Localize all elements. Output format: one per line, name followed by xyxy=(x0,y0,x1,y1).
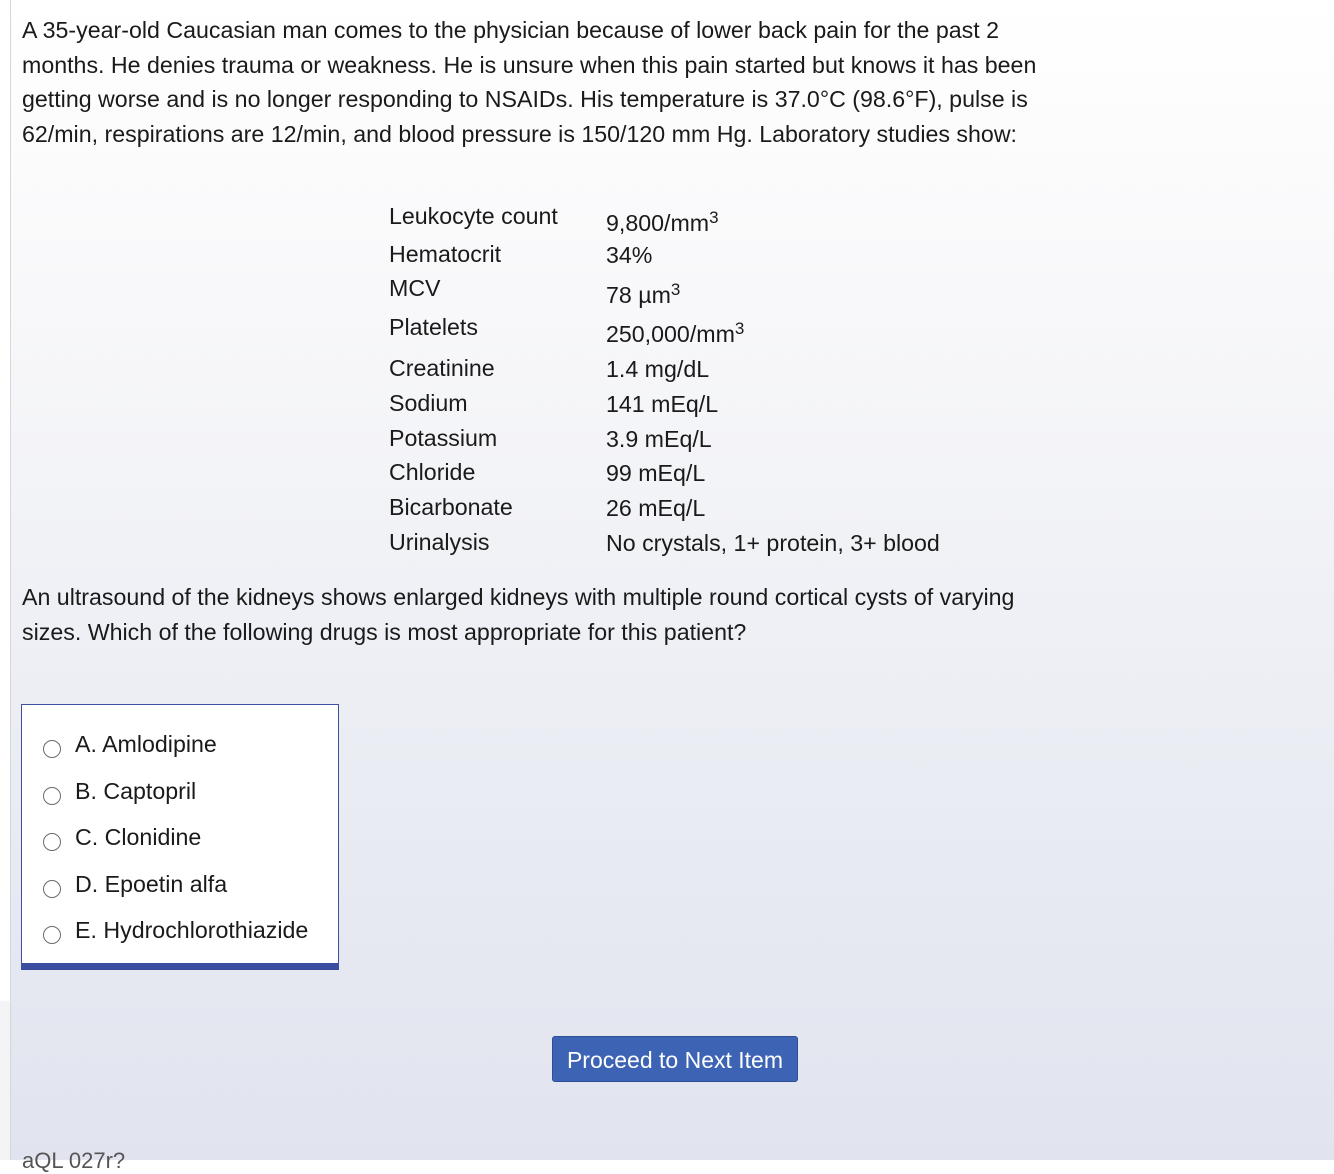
lab-value: 26 mEq/L xyxy=(606,495,706,521)
lab-value: 34% xyxy=(606,242,653,268)
lab-value: $9,800/mm^3$ xyxy=(606,208,719,236)
question-vignette: A 35-year-old Caucasian man comes to the physician because of lower back pain for the past 2 months. He denies trauma or weakness. He is unsure when this pain started but knows it has been getting worse and is no longer responding to NSAIDs. His temperature is 37.0°C (98.6°F), pulse is 62/min, respirations are 12/min, and blood pressure is 150/120 mm Hg. Laboratory studies show: xyxy=(22,17,1037,147)
lab-name: Urinalysis xyxy=(389,529,490,555)
answer-option-b[interactable] xyxy=(22,773,338,813)
answer-option-label: C. Clonidine xyxy=(75,824,202,850)
lab-name: Potassium xyxy=(389,425,498,451)
lab-name: Sodium xyxy=(389,390,468,416)
answer-option-d[interactable] xyxy=(22,866,338,906)
lab-name: MCV xyxy=(389,275,441,301)
lab-name: Hematocrit xyxy=(389,241,502,267)
question-stem: An ultrasound of the kidneys shows enlarged kidneys with multiple round cortical cysts of varying sizes. Which of the following drugs is most appropriate for this patient? xyxy=(22,584,1015,645)
lab-value: 141 mEq/L xyxy=(606,391,719,417)
radio-button[interactable] xyxy=(43,740,61,758)
question-id: aQL 027r? xyxy=(22,1148,126,1173)
lab-name: Bicarbonate xyxy=(389,494,513,520)
answer-option-e[interactable] xyxy=(22,912,338,952)
lab-name: Creatinine xyxy=(389,355,495,381)
lab-value: 78 µm$^3$ xyxy=(606,280,681,308)
radio-button[interactable] xyxy=(43,880,61,898)
left-frame-edge xyxy=(0,0,11,1160)
lab-value: 99 mEq/L xyxy=(606,460,706,486)
proceed-next-button[interactable]: Proceed to Next Item xyxy=(552,1036,798,1082)
answer-option-label: E. Hydrochlorothiazide xyxy=(75,917,309,943)
radio-button[interactable] xyxy=(43,787,61,805)
answer-option-label: D. Epoetin alfa xyxy=(75,871,228,897)
answer-option-a[interactable] xyxy=(22,726,338,766)
lab-value: No crystals, 1+ protein, 3+ blood xyxy=(606,530,940,556)
lab-name: Platelets xyxy=(389,314,478,340)
lab-value: $250,000/mm^3$ xyxy=(606,319,745,347)
lab-name: Leukocyte count xyxy=(389,203,558,229)
lab-name: Chloride xyxy=(389,459,476,485)
answer-option-c[interactable] xyxy=(22,819,338,859)
answer-option-label: A. Amlodipine xyxy=(75,731,217,757)
lab-value: 3.9 mEq/L xyxy=(606,426,712,452)
answer-option-label: B. Captopril xyxy=(75,778,197,804)
answer-choices xyxy=(21,704,339,970)
radio-button[interactable] xyxy=(43,926,61,944)
lab-value: 1.4 mg/dL xyxy=(606,356,710,382)
radio-button[interactable] xyxy=(43,833,61,851)
